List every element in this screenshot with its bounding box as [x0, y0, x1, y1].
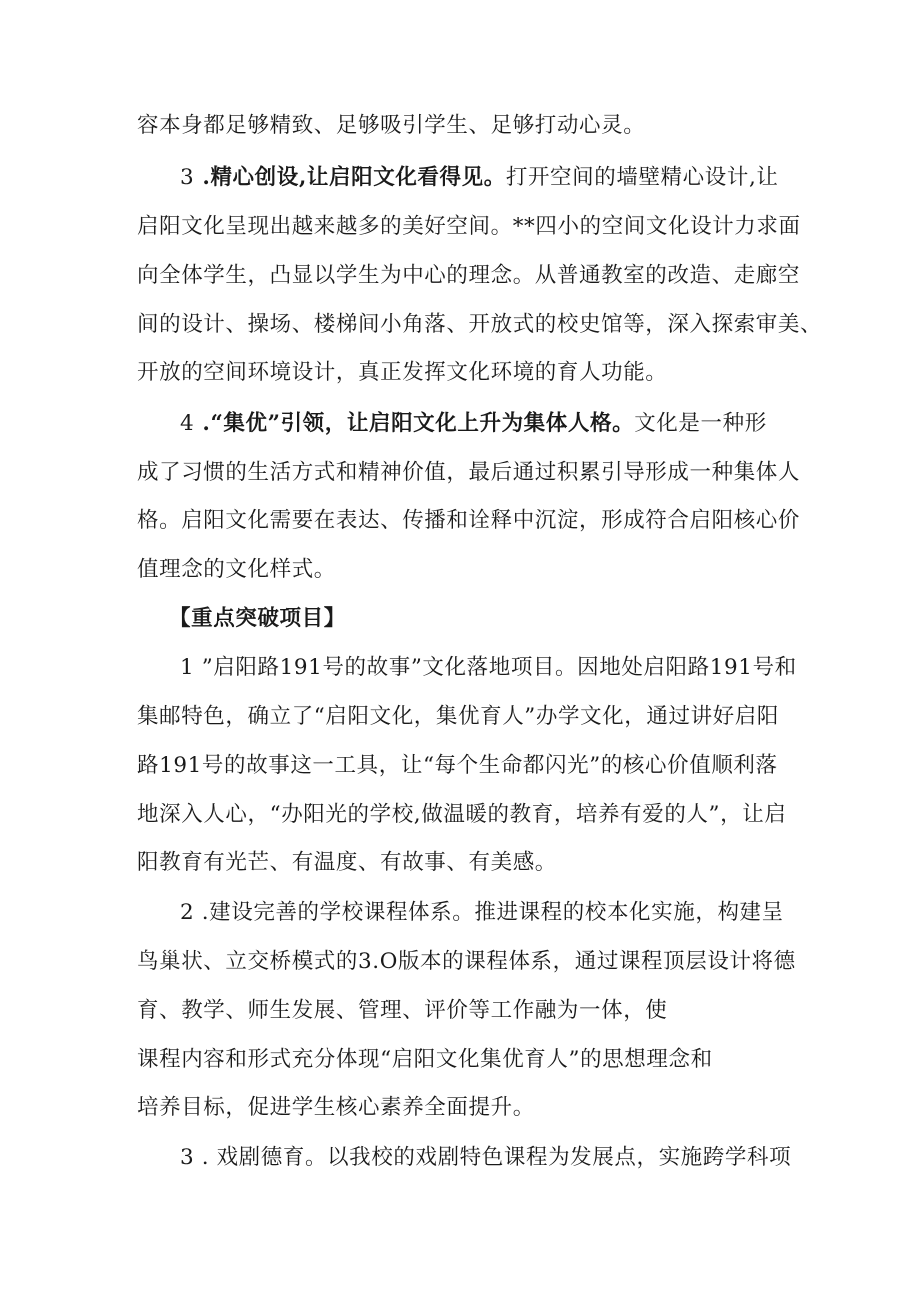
text-line: 容本身都足够精致、足够吸引学生、足够打动心灵。 [137, 113, 646, 138]
text-line: 路191号的故事这一工具，让“每个生命都闪光”的核心价值顺利落 [137, 753, 778, 778]
text-line: 格。启阳文化需要在表达、传播和诠释中沉淀，形成符合启阳核心价 [137, 508, 801, 533]
paragraph-4-first-line [180, 409, 767, 439]
text-line: 值理念的文化样式。 [137, 557, 336, 582]
text-line: 成了习惯的生活方式和精神价值，最后通过积累引导形成一种集体人 [137, 460, 801, 485]
bold-heading: .“集优”引领，让启阳文化上升为集体人格。 [194, 411, 635, 436]
text-run: 文化是一种形 [634, 411, 767, 436]
text-line: 地深入人心，“办阳光的学校,做温暖的教育，培养有爱的人”，让启 [137, 802, 787, 827]
text-line: 间的设计、操场、楼梯间小角落、开放式的校史馆等，深入探索审美、 [137, 312, 823, 337]
item-number: 3 [180, 165, 195, 190]
text-line: 向全体学生，凸显以学生为中心的理念。从普通教室的改造、走廊空 [137, 263, 801, 288]
text-line: 育、教学、师生发展、管理、评价等工作融为一体，使 [137, 998, 668, 1023]
text-line: 鸟巢状、立交桥模式的3.O版本的课程体系，通过课程顶层设计将德 [137, 949, 796, 974]
text-run: 打开空间的墙壁精心设计,让 [505, 165, 779, 190]
text-line: 培养目标，促进学生核心素养全面提升。 [137, 1095, 535, 1120]
text-line: 开放的空间环境设计，真正发挥文化环境的育人功能。 [137, 360, 668, 385]
text-line: 3 . 戏剧德育。以我校的戏剧特色课程为发展点，实施跨学科项 [180, 1145, 792, 1170]
item-number: 4 [180, 411, 195, 436]
bold-heading: .精心创设,让启阳文化看得见。 [194, 165, 506, 190]
text-line: 1 ”启阳路191号的故事”文化落地项目。因地处启阳路191号和 [180, 655, 797, 680]
text-line: 启阳文化呈现出越来越多的美好空间。**四小的空间文化设计力求面 [137, 214, 801, 239]
text-line: 课程内容和形式充分体现“启阳文化集优育人”的思想理念和 [137, 1047, 713, 1072]
section-heading: 【重点突破项目】 [169, 606, 346, 631]
text-line: 集邮特色，确立了“启阳文化，集优育人”办学文化，通过讲好启阳 [137, 704, 779, 729]
text-line: 2 .建设完善的学校课程体系。推进课程的校本化实施，构建呈 [180, 900, 784, 925]
text-line: 阳教育有光芒、有温度、有故事、有美感。 [137, 850, 557, 875]
paragraph-3-first-line [180, 163, 778, 193]
